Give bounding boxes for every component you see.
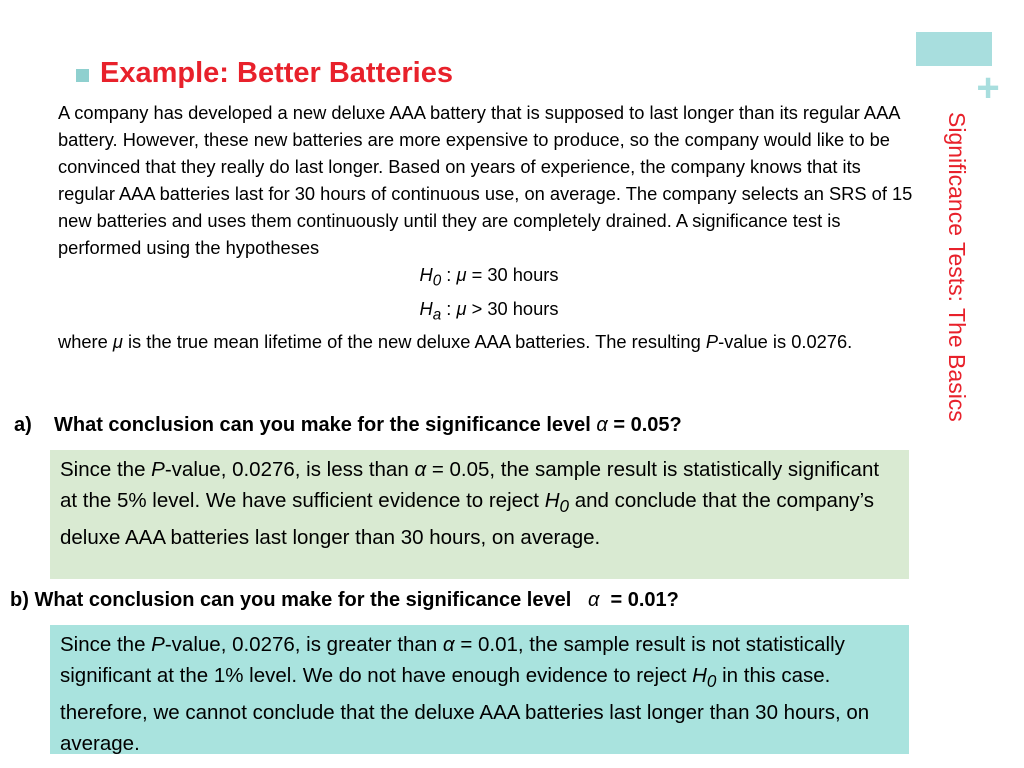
- h-symbol: H: [419, 264, 433, 285]
- answer-text: Since the: [60, 633, 152, 656]
- question-end: = 0.05?: [607, 414, 682, 436]
- plus-icon: +: [976, 66, 1000, 110]
- mu-symbol: μ: [112, 331, 123, 353]
- question-end: = 0.01?: [604, 589, 679, 611]
- alpha-symbol: α: [587, 589, 600, 611]
- slide-title: Example: Better Batteries: [100, 56, 453, 89]
- p-symbol: P: [151, 633, 165, 656]
- h0-condition: = 30 hours: [466, 264, 559, 285]
- h-symbol: H: [419, 297, 433, 319]
- h-subscript: 0: [559, 497, 569, 517]
- ha-condition: > 30 hours: [466, 297, 559, 319]
- alpha-symbol: α: [442, 633, 455, 656]
- alpha-symbol: α: [414, 458, 427, 481]
- where-text: -value is 0.0276.: [718, 331, 853, 353]
- colon: :: [441, 297, 457, 319]
- answer-text: -value, 0.0276, is greater than: [164, 633, 443, 656]
- question-text: What conclusion can you make for the significance level: [54, 414, 597, 436]
- section-title: Significance Tests: The Basics: [944, 112, 970, 422]
- h-subscript: 0: [432, 272, 442, 290]
- intro-paragraph: A company has developed a new deluxe AAA battery that is supposed to last longer than its regular AAA battery. However, these new batteries are more expensive to produce, so the company would like to be convinced that they really do last longer. Based on years of experience, the company knows that its regular AAA batteries last for 30 hours of continuous use, on average. The company selects an SRS of 15 new batteries and uses them continuously until they are completely drained. A significance test is performed using the hypotheses: [58, 102, 913, 258]
- alpha-symbol: α: [596, 414, 608, 436]
- answer-text: -value, 0.0276, is less than: [164, 458, 415, 481]
- answer-text: Since the: [60, 458, 152, 481]
- where-text: where: [58, 331, 113, 353]
- question-text: What conclusion can you make for the significance level: [28, 589, 577, 611]
- problem-statement: [58, 99, 920, 355]
- question-letter: a): [14, 414, 32, 436]
- p-symbol: P: [151, 458, 165, 481]
- accent-block: [916, 32, 992, 66]
- h-subscript: 0: [706, 672, 717, 692]
- where-paragraph: [58, 328, 920, 355]
- answer-text: in this case. therefore, we cannot conclude that the deluxe AAA batteries last longer than 30 hours, on average.: [60, 664, 870, 756]
- square-bullet-icon: [76, 69, 89, 82]
- mu-symbol: μ: [456, 297, 467, 319]
- h-symbol: H: [544, 489, 560, 512]
- h-symbol: H: [692, 664, 707, 687]
- answer-text: and conclude that the company’s deluxe AAA batteries last longer than 30 hours, on average.: [60, 489, 875, 550]
- answer-a-box: [50, 450, 909, 579]
- mu-symbol: μ: [456, 264, 467, 285]
- question-b: [10, 589, 679, 612]
- answer-b-box: [50, 625, 909, 754]
- h-subscript: a: [432, 306, 442, 324]
- answer-text: = 0.05, the sample result is statistically significant at the 5% level. We have sufficient evidence to reject: [60, 458, 880, 512]
- colon: :: [441, 264, 457, 285]
- p-symbol: P: [705, 331, 719, 353]
- answer-text: = 0.01, the sample result is not statistically significant at the 1% level. We do not have enough evidence to reject: [60, 633, 845, 687]
- where-text: is the true mean lifetime of the new deluxe AAA batteries. The resulting: [122, 331, 706, 353]
- null-hypothesis: [58, 261, 920, 295]
- alternative-hypothesis: [58, 295, 920, 329]
- question-letter: b): [10, 589, 29, 611]
- title-row: [76, 56, 453, 90]
- question-a: [14, 414, 682, 437]
